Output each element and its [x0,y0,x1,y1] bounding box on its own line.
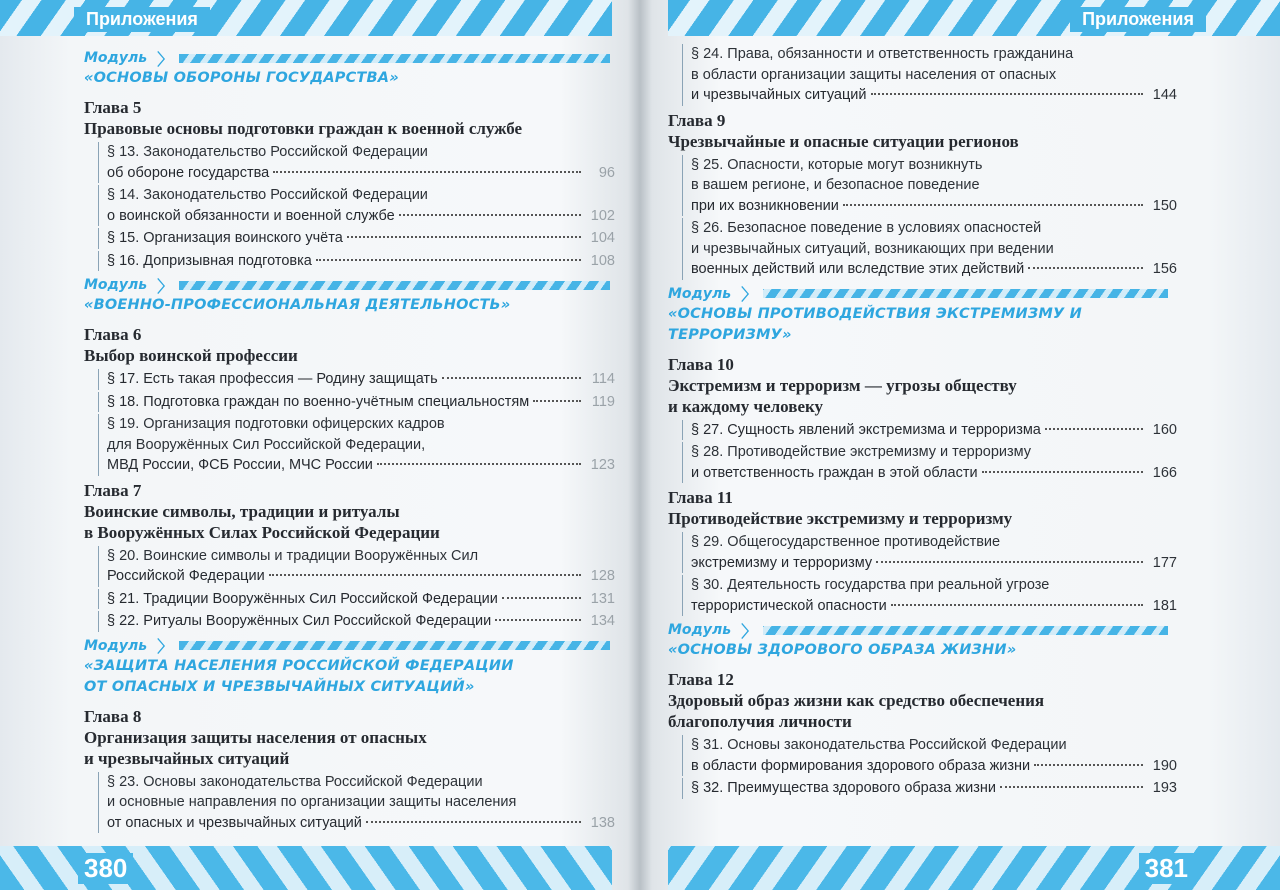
chapter-number: Глава 8 [84,706,142,726]
dot-leader [1028,267,1143,269]
section-page-number: 193 [1152,780,1177,796]
section-entry-line [107,611,615,632]
dot-leader [533,400,581,402]
toc-section [98,251,615,272]
section-page-number: 181 [1152,597,1177,614]
left-header-band [0,0,612,36]
section-text-line: § 26. Безопасное поведение в условиях опасностей [691,220,1042,236]
section-entry-line [107,813,615,834]
module-heading [84,636,610,698]
section-page-number: 190 [1152,757,1177,774]
toc-section [682,44,1177,106]
section-text-line: § 27. Сущность явлений экстремизма и терроризма [691,421,1041,438]
section-text-line: в области формирования здорового образа жизни [691,757,1031,774]
section-text-line: в вашем регионе, и безопасное поведение [691,177,980,193]
toc-section [98,369,615,390]
chapter-title: Чрезвычайные и опасные ситуации регионов [668,131,1019,151]
chevron-right-icon: 〉 [741,621,758,641]
section-text-line: и ответственность граждан в этой области [691,464,978,481]
section-text-line: экстремизму и терроризму [691,554,873,571]
dot-leader [871,93,1143,95]
section-text-line: о воинской обязанности и военной службе [107,207,395,224]
section-entry-line [691,85,1177,106]
module-label-row [668,284,1168,304]
section-page-number: 134 [590,613,615,629]
chapter-title: Правовые основы подготовки граждан к военной службе [84,119,523,138]
toc-section [98,611,615,632]
section-text-line: § 16. Допризывная подготовка [107,252,312,269]
toc-section [682,218,1177,280]
dot-leader [316,259,581,261]
section-text-line: и чрезвычайных ситуаций, возникающих при ведении [691,240,1054,257]
section-text-line: § 28. Противодействие экстремизму и терроризму [691,444,1032,460]
dot-leader [495,619,581,621]
module-heading [84,48,610,89]
chapter-number: Глава 11 [668,488,733,507]
section-page-number: 156 [1152,261,1177,277]
chapter-title: Здоровый образ жизни как средство обеспечения благополучия личности [668,691,1045,731]
section-page-number: 102 [590,207,615,224]
section-text-line: § 14. Законодательство Российской Федерации [107,187,428,203]
section-text-line: § 23. Основы законодательства Российской Федерации [107,773,483,790]
section-page-number: 114 [591,371,615,387]
module-label-row [668,620,1168,640]
module-stripe-rule [179,641,610,650]
toc-section [682,532,1177,573]
chapter-number: Глава 5 [84,98,142,117]
section-entry-line [107,206,615,227]
left-running-head: Приложения [74,7,210,32]
right-running-head: Приложения [1070,7,1206,32]
chapter-title: Противодействие экстремизму и терроризму [668,509,1013,528]
chapter-number: Глава 6 [84,325,142,344]
section-entry-line [107,163,615,184]
toc-section [98,589,615,610]
dot-leader [1034,764,1143,766]
chapter-title: Экстремизм и терроризм — угрозы обществу и каждому человеку [668,375,1017,416]
section-entry-line [691,778,1177,799]
toc-section [682,575,1177,616]
left-footer-band [0,846,612,890]
section-entry-line [691,259,1177,280]
section-text-line: § 20. Воинские символы и традиции Вооружённых Сил [107,547,479,564]
section-text-line: Российской Федерации [107,568,265,584]
chevron-right-icon: 〉 [157,276,174,296]
dot-leader [442,377,581,379]
right-page-contents [668,44,1177,801]
right-header-band [668,0,1280,36]
section-text-line: § 24. Права, обязанности и ответственность гражданина [691,46,1074,62]
section-page-number: 144 [1152,87,1177,103]
toc-section [682,778,1177,799]
section-page-number: 138 [590,814,615,831]
chevron-right-icon: 〉 [741,285,758,304]
dot-leader [891,604,1143,606]
chevron-right-icon: 〉 [157,637,174,656]
section-text-line: § 32. Преимущества здорового образа жизни [691,780,996,796]
right-page-number: 381 [1139,853,1194,884]
toc-section [682,442,1177,483]
section-text-line: при их возникновении [691,197,839,214]
section-entry-line [107,455,615,476]
section-page-number: 119 [591,393,615,410]
chevron-right-icon: 〉 [157,49,174,69]
dot-leader [269,574,581,576]
dot-leader [1000,786,1143,788]
section-entry-line [107,392,615,413]
section-text-line: § 25. Опасности, которые могут возникнуть [691,156,983,173]
section-text-line: § 21. Традиции Вооружённых Сил Российской Федерации [107,590,498,607]
dot-leader [982,471,1143,473]
toc-section [98,414,615,476]
dot-leader [366,821,581,823]
chapter-title: Воинские символы, традиции и ритуалы в Вооружённых Силах Российской Федерации [84,501,440,542]
toc-section [682,155,1177,217]
section-page-number: 160 [1152,421,1177,438]
dot-leader [876,561,1143,563]
chapter-title: Выбор воинской профессии [84,346,298,365]
module-title: «ОСНОВЫ ОБОРОНЫ ГОСУДАРСТВА» [84,70,399,86]
section-text-line: § 19. Организация подготовки офицерских кадров [107,416,445,432]
toc-section [682,735,1177,776]
section-page-number: 128 [590,568,615,584]
dot-leader [347,236,581,238]
section-entry-line [691,756,1177,777]
toc-section [98,546,615,587]
module-heading [668,284,1168,346]
section-entry-line [691,553,1177,574]
module-heading [668,620,1168,661]
section-text-line: § 13. Законодательство Российской Федерации [107,144,428,160]
section-page-number: 96 [598,164,615,181]
module-label-row [84,636,610,656]
section-page-number: 150 [1152,197,1177,214]
section-page-number: 177 [1152,554,1177,571]
left-page-contents [84,44,615,835]
module-label-row [84,48,610,68]
module-title: «ВОЕННО-ПРОФЕССИОНАЛЬНАЯ ДЕЯТЕЛЬНОСТЬ» [84,297,511,313]
section-text-line: § 29. Общегосударственное противодействие [691,534,1001,550]
section-entry-line [691,420,1177,441]
chapter-number: Глава 10 [668,354,734,374]
right-footer-band [668,846,1280,890]
section-entry-line [691,196,1177,217]
toc-section [98,142,615,183]
module-title: «ЗАЩИТА НАСЕЛЕНИЯ РОССИЙСКОЙ ФЕДЕРАЦИИ ОТ ОПАСНЫХ И ЧРЕЗВЫЧАЙНЫХ СИТУАЦИЙ» [84,657,514,695]
dot-leader [1045,428,1143,430]
module-label: Модуль [668,622,732,638]
module-label: Модуль [84,50,148,66]
section-text-line: § 31. Основы законодательства Российской Федерации [691,737,1067,753]
section-entry-line [107,589,615,610]
module-label: Модуль [668,285,732,302]
toc-section [98,392,615,413]
chapter-number: Глава 7 [84,480,142,500]
section-entry-line [691,596,1177,617]
section-text-line: § 18. Подготовка граждан по военно-учётным специальностям [107,393,530,410]
section-text-line: § 30. Деятельность государства при реальной угрозе [691,577,1050,593]
toc-section [98,185,615,226]
module-title: «ОСНОВЫ ЗДОРОВОГО ОБРАЗА ЖИЗНИ» [668,642,1017,658]
module-label: Модуль [84,637,148,654]
section-text-line: военных действий или вследствие этих действий [691,261,1025,277]
toc-section [682,420,1177,441]
dot-leader [377,463,581,465]
section-page-number: 123 [590,457,615,473]
section-text-line: в области организации защиты населения от опасных [691,66,1057,83]
section-text-line: об обороне государства [107,164,270,181]
section-entry-line [107,566,615,587]
module-label-row [84,275,610,295]
left-page-number: 380 [78,853,133,884]
section-entry-line [107,228,615,249]
section-entry-line [107,251,615,272]
section-text-line: § 22. Ритуалы Вооружённых Сил Российской Федерации [107,613,492,629]
section-text-line: МВД России, ФСБ России, МЧС России [107,457,373,473]
toc-section [98,228,615,249]
section-text-line: для Вооружённых Сил Российской Федерации, [107,436,426,453]
chapter-title: Организация защиты населения от опасных и чрезвычайных ситуаций [84,727,427,768]
dot-leader [843,204,1143,206]
module-label: Модуль [84,277,148,293]
chapter-number: Глава 12 [668,670,734,689]
dot-leader [399,214,581,216]
dot-leader [502,597,581,599]
module-stripe-rule [179,54,610,63]
section-text-line: террористической опасности [691,597,887,614]
module-stripe-rule [179,281,610,290]
toc-section [98,772,615,834]
section-page-number: 104 [590,230,615,246]
section-page-number: 131 [590,590,615,607]
section-entry-line [691,463,1177,484]
section-text-line: § 17. Есть такая профессия — Родину защищать [107,371,438,387]
section-entry-line [107,369,615,390]
dot-leader [273,171,581,173]
module-heading [84,275,610,316]
section-text-line: и чрезвычайных ситуаций [691,87,867,103]
section-text-line: § 15. Организация воинского учёта [107,230,343,246]
section-text-line: от опасных и чрезвычайных ситуаций [107,814,362,831]
section-page-number: 166 [1152,464,1177,481]
section-page-number: 108 [590,252,615,269]
module-stripe-rule [763,626,1168,635]
section-text-line: и основные направления по организации защиты населения [107,794,517,810]
module-title: «ОСНОВЫ ПРОТИВОДЕЙСТВИЯ ЭКСТРЕМИЗМУ И ТЕРРОРИЗМУ» [668,305,1082,343]
chapter-number: Глава 9 [668,110,726,130]
module-stripe-rule [763,289,1168,298]
